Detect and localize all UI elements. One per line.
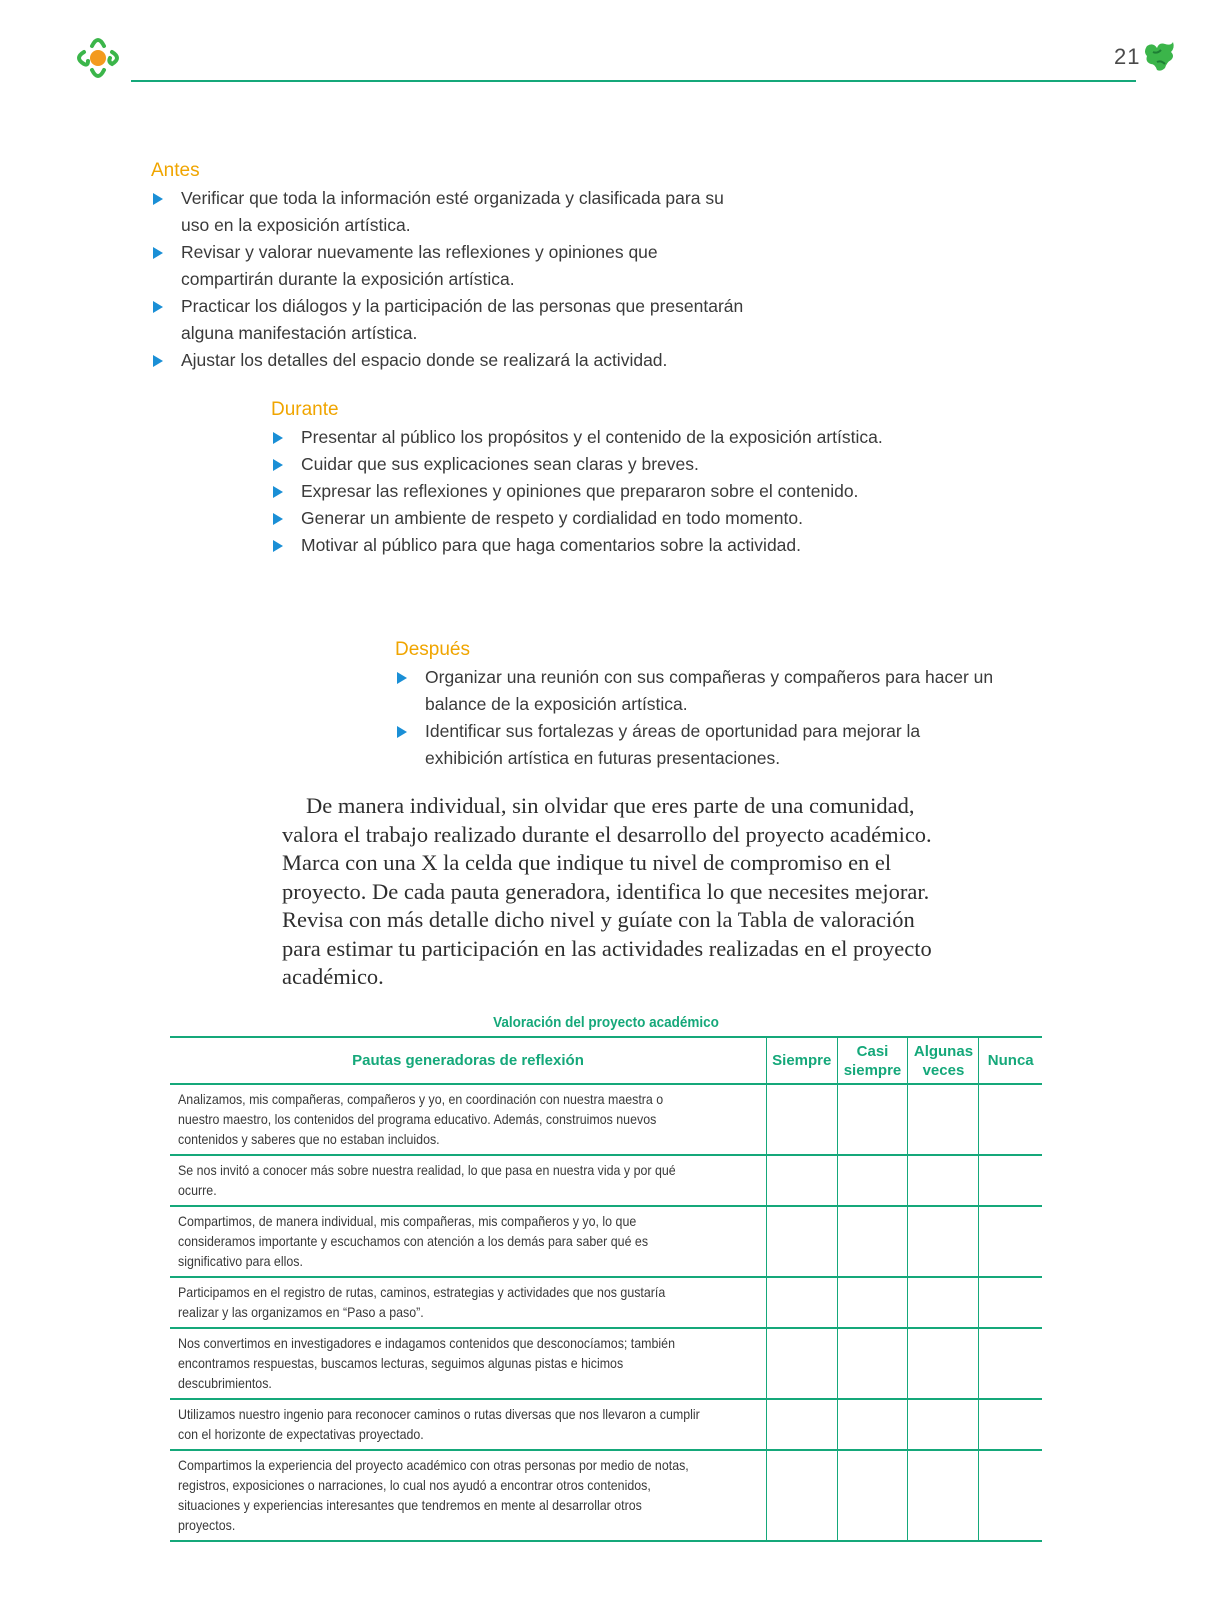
siempre-cell[interactable]: [767, 1399, 838, 1450]
siempre-cell[interactable]: [767, 1155, 838, 1206]
bullet-triangle-icon: [397, 672, 407, 684]
table-row: [170, 1155, 1042, 1206]
list-item: Expresar las reflexiones y opiniones que prepararon sobre el contenido.: [271, 478, 911, 505]
table-row: [170, 1277, 1042, 1328]
bullet-triangle-icon: [273, 432, 283, 444]
siempre-cell[interactable]: [767, 1328, 838, 1399]
criterion-cell: Compartimos, de manera individual, mis compañeras, mis compañeros y yo, lo que consideramos importante y escuchamos con atención a los demás para saber qué es significativo para ellos.: [170, 1206, 767, 1277]
durante-section: [271, 398, 911, 559]
page-number: 21: [1114, 44, 1141, 69]
list-item: Ajustar los detalles del espacio donde se realizará la actividad.: [151, 347, 751, 374]
casi-siempre-cell[interactable]: [837, 1277, 908, 1328]
criterion-cell: Utilizamos nuestro ingenio para reconocer caminos o rutas diversas que nos llevaron a cumplir con el horizonte de expectativas proyectado.: [170, 1399, 767, 1450]
algunas-veces-cell[interactable]: [908, 1206, 979, 1277]
column-header-nunca: Nunca: [979, 1037, 1042, 1084]
table-row: [170, 1450, 1042, 1541]
column-header-casi-siempre: Casi siempre: [837, 1037, 908, 1084]
casi-siempre-cell[interactable]: [837, 1084, 908, 1155]
nunca-cell[interactable]: [979, 1450, 1042, 1541]
list-item: Motivar al público para que haga comentarios sobre la actividad.: [271, 532, 911, 559]
nunca-cell[interactable]: [979, 1155, 1042, 1206]
table-row: [170, 1206, 1042, 1277]
criterion-cell: Compartimos la experiencia del proyecto académico con otras personas por medio de notas, registros, exposiciones o narraciones, lo cual nos ayudó a encontrar otros contenidos, situaciones y experiencias interesantes que tendremos en mente al desarrollar otros proyectos.: [170, 1450, 767, 1541]
algunas-veces-cell[interactable]: [908, 1450, 979, 1541]
table-header-row: [170, 1037, 1042, 1084]
criterion-cell: Analizamos, mis compañeras, compañeros y yo, en coordinación con nuestra maestra o nuestro maestro, los contenidos del programa educativo. Además, construimos nuevos contenidos y saberes que no estaban incluidos.: [170, 1084, 767, 1155]
column-header-siempre: Siempre: [767, 1037, 838, 1084]
nunca-cell[interactable]: [979, 1084, 1042, 1155]
criterion-cell: Se nos invitó a conocer más sobre nuestra realidad, lo que pasa en nuestra vida y por qué ocurre.: [170, 1155, 767, 1206]
table-row: [170, 1084, 1042, 1155]
instructions-paragraph: De manera individual, sin olvidar que eres parte de una comunidad, valora el trabajo realizado durante el desarrollo del proyecto académico. Marca con una X la celda que indique tu nivel de compromiso en el proyecto. De cada pauta generadora, identifica lo que necesites mejorar. Revisa con más detalle dicho nivel y guíate con la Tabla de valoración para estimar tu participación en las actividades realizadas en el proyecto académico.: [282, 793, 932, 989]
algunas-veces-cell[interactable]: [908, 1399, 979, 1450]
nunca-cell[interactable]: [979, 1399, 1042, 1450]
antes-list: [151, 185, 751, 374]
casi-siempre-cell[interactable]: [837, 1450, 908, 1541]
bullet-triangle-icon: [397, 726, 407, 738]
list-item: Organizar una reunión con sus compañeras y compañeros para hacer un balance de la exposición artística.: [395, 664, 995, 718]
bullet-triangle-icon: [273, 513, 283, 525]
table-row: [170, 1399, 1042, 1450]
bullet-triangle-icon: [273, 459, 283, 471]
bullet-triangle-icon: [153, 247, 163, 259]
bullet-triangle-icon: [153, 193, 163, 205]
criterion-cell: Participamos en el registro de rutas, caminos, estrategias y actividades que nos gustaría realizar y las organizamos en “Paso a paso”.: [170, 1277, 767, 1328]
header-rule: [131, 80, 1136, 82]
siempre-cell[interactable]: [767, 1277, 838, 1328]
algunas-veces-cell[interactable]: [908, 1155, 979, 1206]
bullet-triangle-icon: [153, 301, 163, 313]
bullet-triangle-icon: [153, 355, 163, 367]
list-item: Practicar los diálogos y la participación de las personas que presentarán alguna manifestación artística.: [151, 293, 751, 347]
list-item: Generar un ambiente de respeto y cordialidad en todo momento.: [271, 505, 911, 532]
column-header-algunas-veces: Algunas veces: [908, 1037, 979, 1084]
list-item: Verificar que toda la información esté organizada y clasificada para su uso en la exposición artística.: [151, 185, 751, 239]
list-item: Presentar al público los propósitos y el contenido de la exposición artística.: [271, 424, 911, 451]
bullet-triangle-icon: [273, 486, 283, 498]
despues-list: [395, 664, 995, 772]
siempre-cell[interactable]: [767, 1084, 838, 1155]
siempre-cell[interactable]: [767, 1206, 838, 1277]
casi-siempre-cell[interactable]: [837, 1155, 908, 1206]
algunas-veces-cell[interactable]: [908, 1328, 979, 1399]
table-title: Valoración del proyecto académico: [493, 1014, 719, 1031]
table-row: [170, 1328, 1042, 1399]
list-item: Cuidar que sus explicaciones sean claras y breves.: [271, 451, 911, 478]
antes-heading: Antes: [151, 160, 200, 181]
criterion-cell: Nos convertimos en investigadores e indagamos contenidos que desconocíamos; también encontramos respuestas, buscamos lecturas, seguimos algunas pistas e hicimos descubrimientos.: [170, 1328, 767, 1399]
casi-siempre-cell[interactable]: [837, 1399, 908, 1450]
list-item: Identificar sus fortalezas y áreas de oportunidad para mejorar la exhibición artística en futuras presentaciones.: [395, 718, 995, 772]
column-header-pautas: Pautas generadoras de reflexión: [170, 1037, 767, 1084]
decorative-ornament-icon: [72, 32, 124, 82]
nunca-cell[interactable]: [979, 1206, 1042, 1277]
casi-siempre-cell[interactable]: [837, 1206, 908, 1277]
list-item: Revisar y valorar nuevamente las reflexiones y opiniones que compartirán durante la exposición artística.: [151, 239, 751, 293]
casi-siempre-cell[interactable]: [837, 1328, 908, 1399]
bullet-triangle-icon: [273, 540, 283, 552]
green-glyph-icon: [1143, 40, 1177, 74]
despues-heading: Después: [395, 639, 470, 660]
valoracion-table: [170, 1036, 1042, 1542]
algunas-veces-cell[interactable]: [908, 1084, 979, 1155]
durante-list: [271, 424, 911, 559]
algunas-veces-cell[interactable]: [908, 1277, 979, 1328]
nunca-cell[interactable]: [979, 1277, 1042, 1328]
durante-heading: Durante: [271, 399, 339, 420]
nunca-cell[interactable]: [979, 1328, 1042, 1399]
siempre-cell[interactable]: [767, 1450, 838, 1541]
antes-section: [151, 159, 751, 374]
despues-section: [395, 638, 995, 772]
